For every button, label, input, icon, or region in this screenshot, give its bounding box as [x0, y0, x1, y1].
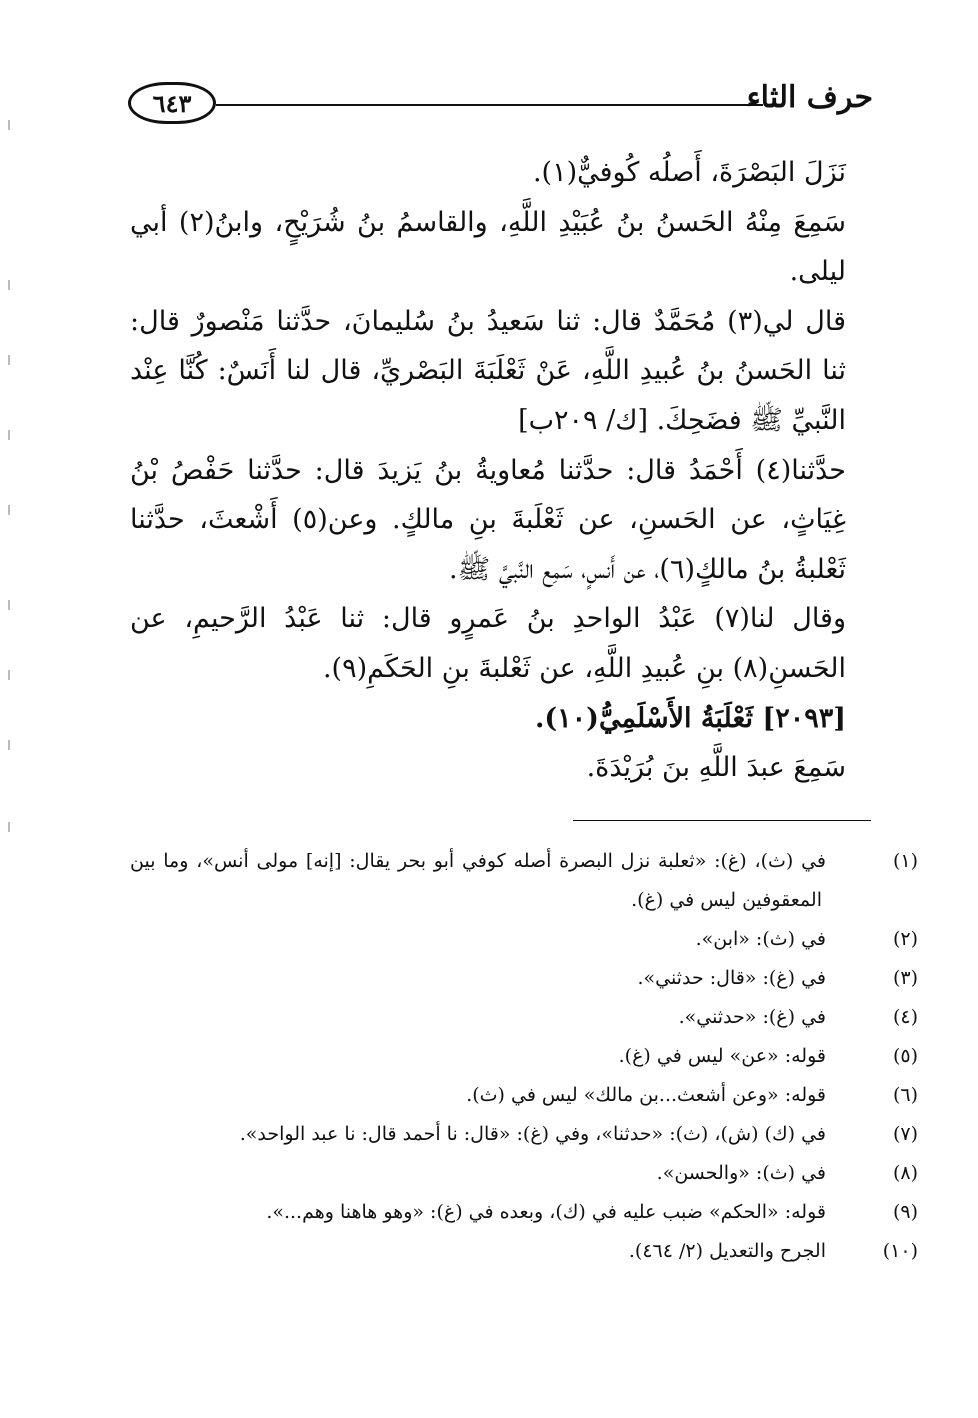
footnote-text: في (غ): «قال: حدثني».: [637, 967, 826, 989]
footnote-text: في (غ): «حدثني».: [678, 1006, 826, 1028]
footnote: [130, 1154, 918, 1193]
chapter-title: حرف الثاء: [746, 80, 873, 115]
margin-mark: [8, 822, 10, 832]
footnote-number: (٧): [892, 1123, 918, 1145]
footnote-number: (١٠): [882, 1240, 918, 1262]
margin-mark: [8, 355, 10, 365]
footnote-text: قوله: «عن» ليس في (غ).: [618, 1045, 826, 1067]
footnotes: [130, 842, 918, 1271]
margin-mark: [8, 505, 10, 515]
footnote-number: (١): [892, 850, 918, 872]
paragraph: نَزَلَ البَصْرَةَ، أَصلُه كُوفيٌّ(١).: [532, 157, 846, 188]
footnote-number: (٤): [892, 1006, 918, 1028]
paragraph: سَمِعَ مِنْهُ الحَسنُ بنُ عُبَيْدِ اللَّهِ، والقاسمُ بنُ شُرَيْحٍ، وابنُ(٢) أبي ليلى.: [130, 206, 846, 288]
paragraph: سَمِعَ عبدَ اللَّهِ بنَ بُرَيْدَةَ.: [586, 752, 846, 784]
footnote: [130, 920, 918, 959]
footnote: [130, 959, 918, 998]
margin-mark: [8, 120, 10, 130]
footnote-separator: [573, 820, 871, 821]
footnote-number: (٦): [892, 1084, 918, 1106]
page-header: [128, 78, 873, 134]
paragraph: قال لي(٣) مُحَمَّدٌ قال: ثنا سَعيدُ بنُ سُليمانَ، حدَّثنا مَنْصورٌ قال: ثنا الحَسنُ بنُ عُبيدِ اللَّهِ، عَنْ ثَعْلَبَةَ البَصْريِّ، قال لنا أَنَسٌ: كُنَّا عِنْد النَّبيِّ ﷺ فضَحِكَ. [ك/ ٢٠٩ب]: [130, 305, 846, 436]
footnote-number: (٩): [892, 1201, 918, 1223]
footnote: [130, 998, 918, 1037]
margin-mark: [8, 740, 10, 750]
main-text: [130, 148, 870, 793]
footnote-number: (٢): [892, 928, 918, 950]
footnote-number: (٨): [892, 1162, 918, 1184]
margin-mark: [8, 600, 10, 610]
footnote: [130, 842, 918, 920]
footnote-text: قوله: «الحكم» ضبب عليه في (ك)، وبعده في (غ): «وهو هاهنا وهم...».: [266, 1201, 826, 1223]
margin-mark: [8, 280, 10, 290]
footnote-text: في (ث): «ابن».: [695, 928, 826, 950]
footnote: [130, 1115, 918, 1154]
footnote: [130, 1076, 918, 1115]
footnote-text: قوله: «وعن أشعث...بن مالك» ليس في (ث).: [466, 1084, 826, 1106]
footnote-text: في (ث)، (غ): «ثعلبة نزل البصرة أصله كوفي أبو بحر يقال: [إنه] مولى أنس»، وما بين المعقوفين ليس في (غ).: [130, 850, 826, 911]
footnote-text: في (ك) (ش)، (ث): «حدثنا»، وفي (غ): «قال: نا أحمد قال: نا عبد الواحد».: [239, 1123, 826, 1145]
entry-heading: [٢٠٩٣] ثَعْلَبَةُ الأَسْلَمِيُّ(١٠).: [534, 702, 846, 734]
footnote-text: في (ث): «والحسن».: [656, 1162, 826, 1184]
header-rule: [216, 104, 763, 106]
margin-mark: [8, 430, 10, 440]
paragraph: وقال لنا(٧) عَبْدُ الواحدِ بنُ عَمرٍو قال: ثنا عَبْدُ الرَّحيمِ، عن الحَسنِ(٨) بنِ عُبيدِ اللَّهِ، عن ثَعْلبةَ بنِ الحَكَمِ(٩).: [130, 603, 846, 684]
page-number-frame: [128, 82, 216, 124]
footnote-number: (٣): [892, 967, 918, 989]
footnote-text: الجرح والتعديل (٢/ ٤٦٤).: [628, 1240, 826, 1262]
margin-mark: [8, 670, 10, 680]
footnote: [130, 1037, 918, 1076]
page-number: ٦٤٣: [152, 88, 192, 118]
footnote-number: (٥): [892, 1045, 918, 1067]
footnote: [130, 1232, 918, 1271]
paragraph: حدَّثنا(٤) أَحْمَدُ قال: حدَّثنا مُعاويةُ بنُ يَزيدَ قال: حدَّثنا حَفْصُ بْنُ غِيَاثٍ، عن الحَسنِ، عن ثَعْلَبةَ بنِ مالكٍ. وعن(٥) أَشْعثَ، حدَّثنا ثَعْلبةُ بنُ مالكٍ(٦)، عن أَنسٍ، سَمِع النَّبيَّ ﷺ.: [130, 454, 847, 585]
footnote: [130, 1193, 918, 1232]
